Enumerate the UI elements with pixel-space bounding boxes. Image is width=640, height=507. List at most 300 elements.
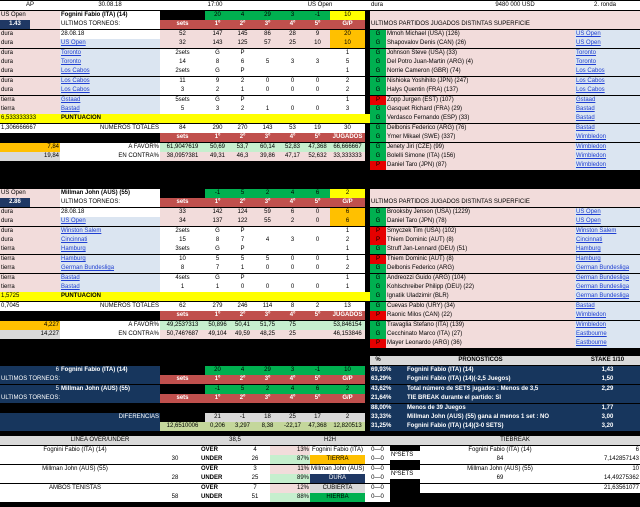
pron-pct: 31,25% xyxy=(370,422,406,431)
stat-cell xyxy=(280,96,305,105)
h2h-value: 0—0 xyxy=(365,465,390,474)
rival-tournament-link[interactable]: Eastbourne xyxy=(575,339,640,348)
tournament-link[interactable]: German Bundesliga xyxy=(60,264,160,273)
rival-tournament-link[interactable]: Cincinnati xyxy=(575,236,640,245)
heads-cell: 4º xyxy=(280,20,305,29)
stat-cell: 3 xyxy=(330,105,365,114)
tournament-link[interactable]: US Open xyxy=(60,217,160,226)
stat-cell: 0 xyxy=(255,77,280,86)
puntuacion-value: 1,5725 xyxy=(0,292,60,301)
tournament-link[interactable]: Gstaad xyxy=(60,96,160,105)
score-top-cell: 2 xyxy=(330,189,365,198)
stat-cell: 124 xyxy=(230,208,255,217)
h2h-surface: Fognini Fabio (ITA) xyxy=(310,446,365,455)
rival-tournament-link[interactable]: Gstaad xyxy=(575,96,640,105)
stat-cell: 145 xyxy=(230,30,255,39)
result-badge: G xyxy=(370,274,386,283)
stat-cell xyxy=(280,67,305,76)
dif-cell: 25 xyxy=(280,413,305,422)
summary-cell: 2 xyxy=(255,385,280,394)
h2h-surface: CUBIERTA xyxy=(310,484,365,493)
spacer xyxy=(0,311,160,320)
rival-name: Brooksby Jenson (USA) (1229) xyxy=(386,208,575,217)
result-badge: P xyxy=(370,255,386,264)
pron-odds: 3,00 xyxy=(575,413,640,422)
rival-tournament-link[interactable]: US Open xyxy=(575,39,640,48)
summary-cell: -1 xyxy=(305,366,330,375)
summary-head: 3º xyxy=(255,375,280,384)
h2h-value: 0—0 xyxy=(365,446,390,455)
summary-label: ULTIMOS TORNEOS: xyxy=(0,394,160,403)
summary-head: 3º xyxy=(255,394,280,403)
surface-cell: dura xyxy=(0,77,60,86)
surface-cell: tierra xyxy=(0,245,60,254)
favor-cell: 75 xyxy=(280,321,305,330)
stat-cell: G xyxy=(205,96,230,105)
rival-tournament-link[interactable]: Hamburg xyxy=(575,255,640,264)
stat-cell: 25 xyxy=(280,39,305,48)
rival-tournament-link[interactable]: Bastad xyxy=(575,124,640,133)
rival-tournament-link[interactable]: Wimbledon xyxy=(575,311,640,320)
rival-tournament-link[interactable]: Wimbledon xyxy=(575,152,640,161)
tour-name: US Open xyxy=(0,11,60,20)
rival-name: Thiem Dominic (AUT) (8) xyxy=(386,236,575,245)
rival-name: Zopp Jurgen (EST) (107) xyxy=(386,96,575,105)
totals-cell: 53 xyxy=(280,124,305,133)
stat-cell: 125 xyxy=(230,39,255,48)
rival-name: Mayer Leonardo (ARG) (36) xyxy=(386,339,575,348)
stat-cell: 9 xyxy=(305,30,330,39)
heads-cell: 5º xyxy=(305,20,330,29)
ou-key: UNDER xyxy=(200,455,240,464)
pron-text: Fognini Fabio (ITA) (14) xyxy=(406,366,575,375)
h2h-surface: HIERBA xyxy=(310,493,365,502)
stat-cell: 59 xyxy=(255,208,280,217)
summary-head: 1º xyxy=(205,375,230,384)
surface-cell: dura xyxy=(0,208,60,217)
pron-pct: 21,64% xyxy=(370,394,406,403)
rival-tournament-link[interactable]: German Bundesliga xyxy=(575,264,640,273)
summary-label: ULTIMOS TORNEOS: xyxy=(0,375,160,384)
stat-cell: 0 xyxy=(305,283,330,292)
rival-tournament-link[interactable]: US Open xyxy=(575,30,640,39)
tb-value: 21,63561077 xyxy=(580,484,640,493)
spacer xyxy=(0,133,160,142)
ultimos-label: ULTIMOS TORNEOS: xyxy=(60,198,160,207)
ou-key: OVER xyxy=(200,484,240,493)
h2h-value: 0—0 xyxy=(365,455,390,464)
rival-tournament-link[interactable]: Bastad xyxy=(575,105,640,114)
rival-name: Daniel Taro (JPN) (87) xyxy=(386,161,575,170)
rival-name: Ignatik Uladzimir (BLR) xyxy=(386,292,575,301)
stat-cell: P xyxy=(230,227,255,236)
score-top-cell: -1 xyxy=(305,11,330,20)
header-ap: AP xyxy=(0,1,60,10)
ou-name xyxy=(0,474,150,483)
result-badge: G xyxy=(370,321,386,330)
ou-key: UNDER xyxy=(200,474,240,483)
ou-name xyxy=(0,455,150,464)
rival-tournament-link[interactable]: Wimbledon xyxy=(575,133,640,142)
rival-tournament-link[interactable]: Los Cabos xyxy=(575,77,640,86)
result-badge: G xyxy=(370,264,386,273)
tb-name: Millman John (AUS) (55) xyxy=(420,465,580,474)
stat-cell: 0 xyxy=(280,105,305,114)
score-top-cell: 3 xyxy=(280,11,305,20)
totals-cell: 114 xyxy=(255,302,280,311)
score-top-cell: 6 xyxy=(305,189,330,198)
stat-cell: 14 xyxy=(160,58,205,67)
stat-cell: 1 xyxy=(230,264,255,273)
tournament-link[interactable]: Toronto xyxy=(60,58,160,67)
tournament-link[interactable]: Los Cabos xyxy=(60,67,160,76)
stat-cell xyxy=(305,67,330,76)
stat-cell: 0 xyxy=(305,217,330,226)
stat-cell: 0 xyxy=(280,77,305,86)
result-badge: G xyxy=(370,302,386,311)
pron-odds: 2,29 xyxy=(575,385,640,394)
rival-name: Del Potro Juan-Martin (ARG) (4) xyxy=(386,58,575,67)
tournament-link[interactable]: Los Cabos xyxy=(60,77,160,86)
rival-tournament-link[interactable]: Wimbledon xyxy=(575,161,640,170)
favor-cell: 61,904?619 xyxy=(160,143,205,152)
stat-cell: 0 xyxy=(280,86,305,95)
rival-name: Cecchinato Marco (ITA) (27) xyxy=(386,330,575,339)
tb-value: 14,49275362 xyxy=(580,474,640,483)
tournament-link[interactable]: Bastad xyxy=(60,283,160,292)
pron-odds: 3,20 xyxy=(575,422,640,431)
contra-label: EN CONTRA% xyxy=(60,330,160,339)
stat-cell: 0 xyxy=(305,255,330,264)
result-badge: G xyxy=(370,67,386,76)
stat-cell: 6 xyxy=(330,217,365,226)
stat-cell xyxy=(255,274,280,283)
favor-label: A FAVOR% xyxy=(60,321,160,330)
favor-cell: 52,83 xyxy=(280,143,305,152)
stat-cell: 3 xyxy=(280,58,305,67)
h2h-surface: DURA xyxy=(310,474,365,483)
summary-cell: 4 xyxy=(280,385,305,394)
header-date: 30.08.18 xyxy=(60,1,160,10)
result-badge: G xyxy=(370,152,386,161)
tournament-link[interactable]: Los Cabos xyxy=(60,86,160,95)
result-badge: G xyxy=(370,292,386,301)
heads-cell: 3º xyxy=(255,20,280,29)
dif2-cell: -22,17 xyxy=(280,422,305,431)
stat-cell: 28 xyxy=(280,30,305,39)
rival-tournament-link[interactable]: German Bundesliga xyxy=(575,283,640,292)
summary-name: Millman John (AUS) (55) xyxy=(60,385,160,394)
contra-label: EN CONTRA% xyxy=(60,152,160,161)
rival-name: Halys Quentin (FRA) (137) xyxy=(386,86,575,95)
stat-cell: 15 xyxy=(160,236,205,245)
stat-cell xyxy=(255,227,280,236)
stat-cell xyxy=(280,49,305,58)
header-prize: 9480 000 USD xyxy=(460,1,570,10)
totals-cell: 246 xyxy=(230,302,255,311)
puntuacion-label: PUNTUACION xyxy=(60,114,160,123)
tournament-link[interactable]: Bastad xyxy=(60,105,160,114)
rival-name: Struff Jan-Lennard (DEU) (51) xyxy=(386,245,575,254)
totals-cell: 2 xyxy=(305,302,330,311)
stat-cell: 2 xyxy=(330,264,365,273)
played-head-cell: 5º xyxy=(305,311,330,320)
heads-cell: 1º xyxy=(205,198,230,207)
result-badge: G xyxy=(370,58,386,67)
stat-cell xyxy=(305,96,330,105)
spacer xyxy=(160,404,370,413)
header-surface: dura xyxy=(370,1,460,10)
rival-name: Gasquet Richard (FRA) (29) xyxy=(386,105,575,114)
result-badge: P xyxy=(370,236,386,245)
rival-name: Ymer Mikael (SWE) (337) xyxy=(386,133,575,142)
tournament-link[interactable]: US Open xyxy=(60,39,160,48)
result-badge: G xyxy=(370,124,386,133)
rival-name: Bolelli Simone (ITA) (156) xyxy=(386,152,575,161)
summary-cell: 3 xyxy=(280,366,305,375)
result-badge: G xyxy=(370,77,386,86)
stat-cell: 142 xyxy=(205,208,230,217)
contra-cell xyxy=(305,330,330,339)
stat-cell xyxy=(255,96,280,105)
stat-cell: 1 xyxy=(330,283,365,292)
tiebreak-label: TIEBREAK xyxy=(390,436,640,445)
dif-cell: 21 xyxy=(205,413,230,422)
stat-cell: 2 xyxy=(280,217,305,226)
stat-cell: 5sets xyxy=(160,96,205,105)
stat-cell: 4 xyxy=(255,236,280,245)
rival-name: Kohlschreiber Philipp (DEU) (22) xyxy=(386,283,575,292)
ou-name: Millman John (AUS) (55) xyxy=(0,465,150,474)
tournament-link[interactable]: Bastad xyxy=(60,274,160,283)
pron-pct: 69,93% xyxy=(370,366,406,375)
rival-name: Andreozzi Guido (ARG) (104) xyxy=(386,274,575,283)
stat-cell: 0 xyxy=(280,264,305,273)
surface-cell: dura xyxy=(0,39,60,48)
stat-cell: 0 xyxy=(255,86,280,95)
linea-label: LINEA OVER/UNDER xyxy=(0,436,200,445)
ou-value: 26 xyxy=(240,455,270,464)
puntuacion-label: PUNTUACION xyxy=(60,292,160,301)
heads-cell: sets xyxy=(160,20,205,29)
ou-pct: 11% xyxy=(270,465,310,474)
tournament-link[interactable]: Toronto xyxy=(60,49,160,58)
totals-cell: 8 xyxy=(280,302,305,311)
stat-cell: 1 xyxy=(330,227,365,236)
pronosticos-title: PRONOSTICOS xyxy=(386,356,575,365)
summary-name: Fognini Fabio (ITA) (14) xyxy=(60,366,160,375)
rival-tournament-link[interactable]: Toronto xyxy=(575,58,640,67)
surface-cell: tierra xyxy=(0,283,60,292)
date-cell: 28.08.18 xyxy=(60,30,160,39)
pron-text: TIE BREAK durante el partido: SI xyxy=(406,394,575,403)
pron-odds: 1,77 xyxy=(575,404,640,413)
ou-name: AMBOS TENISTAS xyxy=(0,484,150,493)
dif2-cell: 8,38 xyxy=(255,422,280,431)
h2h-value: 0—0 xyxy=(365,493,390,502)
stat-cell: 3 xyxy=(280,236,305,245)
played-head-cell: 1º xyxy=(205,311,230,320)
rival-tournament-link[interactable]: US Open xyxy=(575,217,640,226)
stat-cell: 11 xyxy=(160,77,205,86)
tournament-link[interactable]: Winston Salem xyxy=(60,227,160,236)
summary-head: 4º xyxy=(280,375,305,384)
totals-cell: 279 xyxy=(205,302,230,311)
heads-cell: 2º xyxy=(230,198,255,207)
heads-cell: sets xyxy=(160,198,205,207)
summary-cell: 4 xyxy=(230,366,255,375)
pron-text: Fognini Fabio (ITA) (14)(-2,5 Juegos) xyxy=(406,375,575,384)
rival-tournament-link[interactable]: Bastad xyxy=(575,114,640,123)
ou-name xyxy=(0,493,150,502)
rival-tournament-link[interactable]: Hamburg xyxy=(575,245,640,254)
ou-n: 30 xyxy=(150,455,200,464)
stat-cell: G xyxy=(205,67,230,76)
dif2-cell: 12,6510006 xyxy=(160,422,205,431)
stat-cell xyxy=(255,245,280,254)
stat-cell: 147 xyxy=(205,30,230,39)
rival-tournament-link[interactable]: Wimbledon xyxy=(575,321,640,330)
summary-n: 6 xyxy=(0,366,60,375)
dif2-cell: 3,297 xyxy=(230,422,255,431)
h2h-label: H2H xyxy=(270,436,390,445)
played-head-cell: sets xyxy=(160,311,205,320)
rival-tournament-link[interactable]: Winston Salem xyxy=(575,227,640,236)
tournament-link[interactable]: Hamburg xyxy=(60,245,160,254)
favor-label: A FAVOR% xyxy=(60,143,160,152)
ou-n xyxy=(150,465,200,474)
stake-header: STAKE 1/10 xyxy=(575,356,640,365)
stat-cell: 0 xyxy=(255,264,280,273)
rival-tournament-link[interactable]: Wimbledon xyxy=(575,143,640,152)
tournament-link[interactable]: Cincinnati xyxy=(60,236,160,245)
stat-cell: G xyxy=(205,49,230,58)
surface-cell: dura xyxy=(0,67,60,76)
spacer xyxy=(160,292,370,301)
played-head-cell: 3º xyxy=(255,133,280,142)
stat-cell: 10 xyxy=(330,39,365,48)
stat-cell: 0 xyxy=(305,105,330,114)
dif-cell: 17 xyxy=(305,413,330,422)
stat-cell: 2sets xyxy=(160,67,205,76)
stat-cell: 8 xyxy=(160,264,205,273)
summary-head: 4º xyxy=(280,394,305,403)
stat-cell: P xyxy=(230,49,255,58)
stat-cell: 86 xyxy=(255,30,280,39)
totals-label: NUMEROS TOTALES xyxy=(60,302,160,311)
stat-cell: 2 xyxy=(230,77,255,86)
rival-tournament-link[interactable]: Los Cabos xyxy=(575,67,640,76)
contra-cell: 49,59 xyxy=(230,330,255,339)
ou-key: OVER xyxy=(200,446,240,455)
tour-name: US Open xyxy=(0,189,60,198)
rival-tournament-link[interactable]: German Bundesliga xyxy=(575,274,640,283)
contra-cell: 46,3 xyxy=(230,152,255,161)
stat-cell: 3 xyxy=(305,58,330,67)
pct-header: % xyxy=(370,356,386,365)
pron-odds: 1,50 xyxy=(575,375,640,384)
rival-tournament-link[interactable]: German Bundesliga xyxy=(575,292,640,301)
tb-name: Fognini Fabio (ITA) (14) xyxy=(420,446,580,455)
played-head-cell: 3º xyxy=(255,311,280,320)
heads-cell: G/P xyxy=(330,198,365,207)
stat-cell: 0 xyxy=(305,77,330,86)
rival-name: Raonic Milos (CAN) (22) xyxy=(386,311,575,320)
result-badge: G xyxy=(370,39,386,48)
summary-head: 5º xyxy=(305,375,330,384)
pron-text: Total número de SETS jugados : Menos de 3,5 xyxy=(406,385,575,394)
favor-left: 7,84 xyxy=(0,143,60,152)
favor-cell: 47,368 xyxy=(305,143,330,152)
result-badge: P xyxy=(370,227,386,236)
ou-value: 4 xyxy=(240,446,270,455)
played-head-cell: 4º xyxy=(280,311,305,320)
stat-cell: 2 xyxy=(330,86,365,95)
tournament-link[interactable]: Hamburg xyxy=(60,255,160,264)
stat-cell xyxy=(305,274,330,283)
stat-cell: P xyxy=(230,96,255,105)
stat-cell: P xyxy=(230,245,255,254)
stat-cell: 1 xyxy=(205,283,230,292)
ou-value: 7 xyxy=(240,484,270,493)
surface-cell: dura xyxy=(0,49,60,58)
stat-cell: 9 xyxy=(205,77,230,86)
stat-cell xyxy=(255,49,280,58)
summary-cell: 10 xyxy=(330,366,365,375)
surface-cell: tierra xyxy=(0,105,60,114)
surface-cell: dura xyxy=(0,217,60,226)
favor-left: 4,227 xyxy=(0,321,60,330)
played-head-cell: sets xyxy=(160,133,205,142)
ou-pct: 89% xyxy=(270,474,310,483)
stat-cell: 7 xyxy=(205,264,230,273)
stat-cell xyxy=(280,227,305,236)
played-head-cell: 1º xyxy=(205,133,230,142)
rival-tournament-link[interactable]: Eastbourne xyxy=(575,330,640,339)
spacer xyxy=(370,189,640,198)
rival-name: Shapovalov Denis (CAN) (26) xyxy=(386,39,575,48)
stat-cell: P xyxy=(230,67,255,76)
summary-head: G/P xyxy=(330,394,365,403)
stat-cell: 32 xyxy=(160,39,205,48)
played-head-cell: 5º xyxy=(305,133,330,142)
summary-cell: 2 xyxy=(330,385,365,394)
date-cell: 28.08.18 xyxy=(60,208,160,217)
summary-head: 2º xyxy=(230,375,255,384)
stat-cell xyxy=(280,245,305,254)
stat-cell: 52 xyxy=(160,30,205,39)
rival-name: Travaglia Stefano (ITA) (139) xyxy=(386,321,575,330)
rival-tournament-link[interactable]: Los Cabos xyxy=(575,86,640,95)
result-badge: G xyxy=(370,330,386,339)
player-name: Millman John (AUS) (55) xyxy=(60,189,160,198)
stat-cell: 5 xyxy=(330,58,365,67)
rival-tournament-link[interactable]: Toronto xyxy=(575,49,640,58)
stat-cell: 0 xyxy=(305,208,330,217)
ou-value: 25 xyxy=(240,474,270,483)
totals-cell: 290 xyxy=(205,124,230,133)
ou-n xyxy=(150,446,200,455)
spacer xyxy=(30,198,60,207)
summary-n: 5 xyxy=(0,385,60,394)
pron-pct: 43,62% xyxy=(370,385,406,394)
rival-tournament-link[interactable]: Bastad xyxy=(575,302,640,311)
dif-cell: 2 xyxy=(330,413,365,422)
rival-tournament-link[interactable]: US Open xyxy=(575,208,640,217)
result-badge: G xyxy=(370,143,386,152)
stat-cell: 1 xyxy=(330,255,365,264)
stat-cell: 5 xyxy=(160,105,205,114)
